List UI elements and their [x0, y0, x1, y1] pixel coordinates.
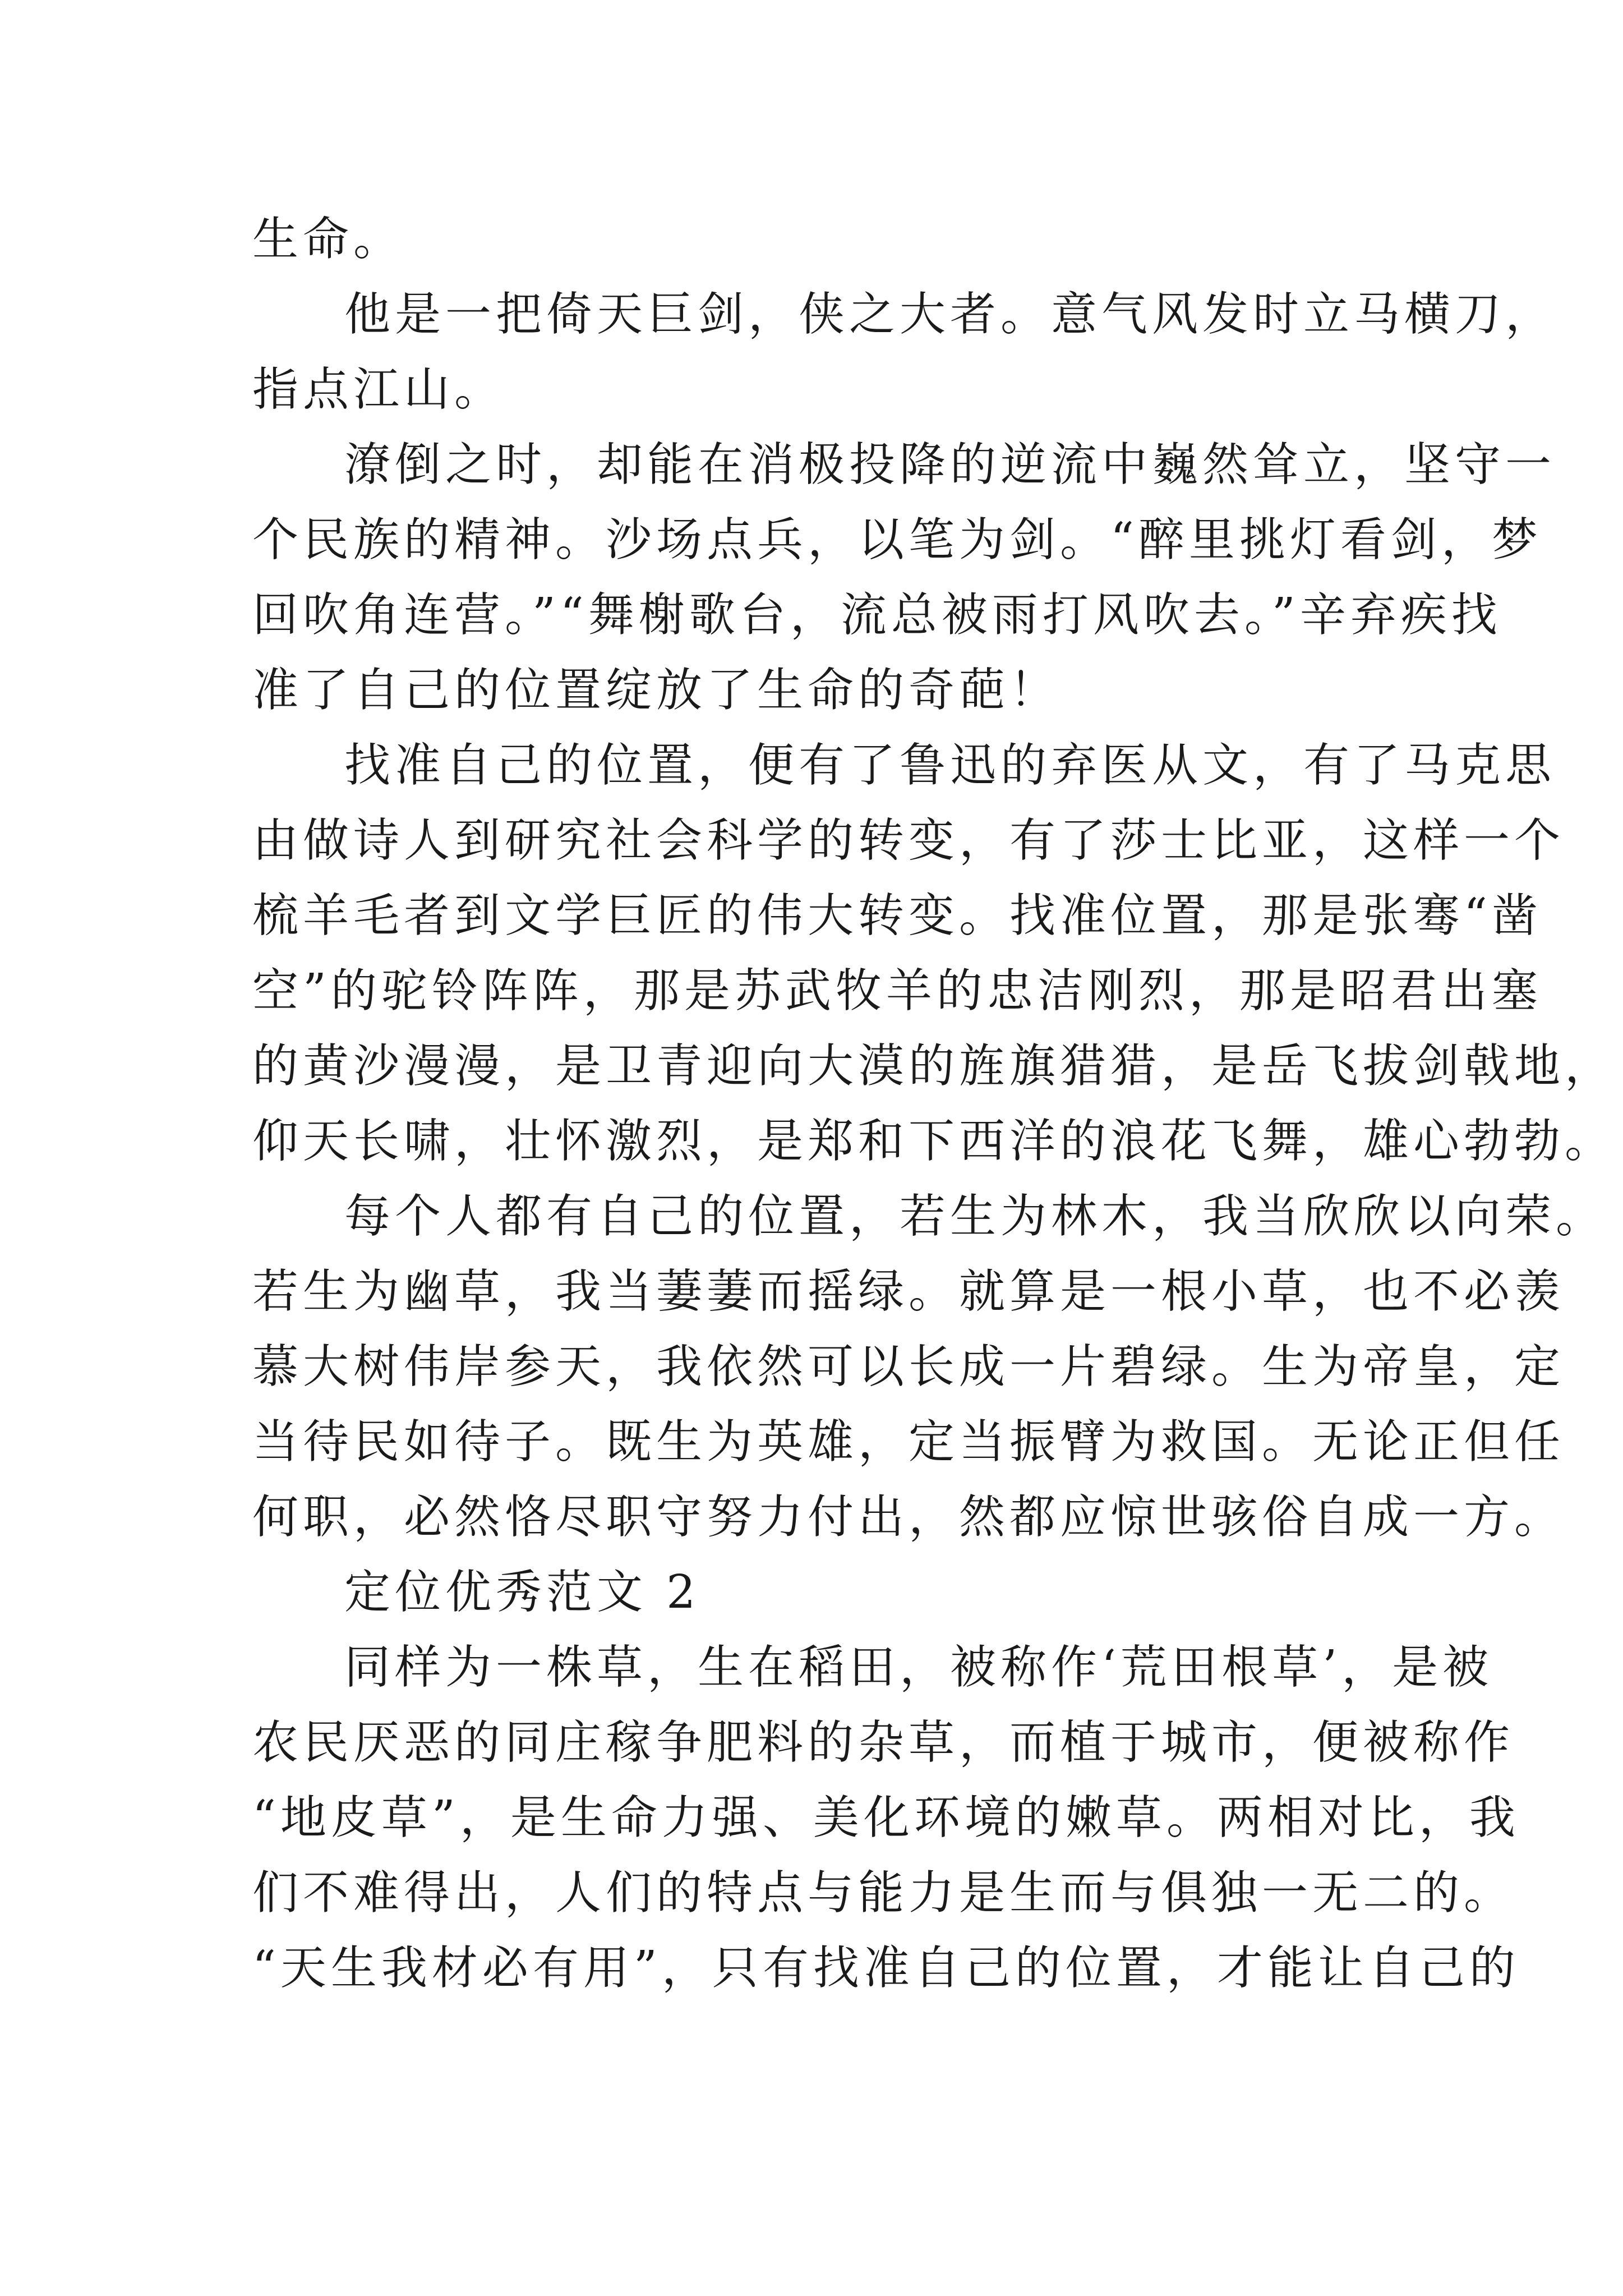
text-line: 同样为一株草，生在稻田，被称作‘荒田根草’，是被: [344, 1641, 1493, 1694]
text-line: “地皮草”，是生命力强、美化环境的嫩草。两相对比，我: [252, 1791, 1520, 1844]
text-line: 农民厌恶的同庄稼争肥料的杂草，而植于城市，便被称作: [252, 1716, 1515, 1769]
text-line: 他是一把倚天巨剑，侠之大者。意气风发时立马横刀，: [344, 288, 1556, 341]
text-line: 若生为幽草，我当萋萋而摇绿。就算是一根小草，也不必羡: [252, 1265, 1565, 1318]
text-line: 的黄沙漫漫，是卫青迎向大漠的旌旗猎猎，是岳飞拔剑戟地，: [252, 1039, 1616, 1093]
section-heading: 定位优秀范文 2: [344, 1566, 700, 1619]
text-line: 回吹角连营。”“舞榭歌台，流总被雨打风吹去。”辛弃疾找: [252, 588, 1502, 642]
document-body: [252, 202, 1616, 2006]
text-line: 当待民如待子。既生为英雄，定当振臂为救国。无论正但任: [252, 1415, 1565, 1469]
text-line: 指点江山。: [252, 363, 505, 416]
text-line: 何职，必然恪尽职守努力付出，然都应惊世骇俗自成一方。: [252, 1490, 1565, 1544]
text-line: 找准自己的位置，便有了鲁迅的弃医从文，有了马克思: [344, 739, 1556, 792]
text-line: 仰天长啸，壮怀激烈，是郑和下西洋的浪花飞舞，雄心勃勃。: [252, 1115, 1616, 1168]
text-line: 梳羊毛者到文学巨匠的伟大转变。找准位置，那是张骞“凿: [252, 889, 1542, 942]
text-line: “天生我材必有用”，只有找准自己的位置，才能让自己的: [252, 1941, 1520, 1995]
text-line: 们不难得出，人们的特点与能力是生而与俱独一无二的。: [252, 1866, 1515, 1920]
text-line: 慕大树伟岸参天，我依然可以长成一片碧绿。生为帝皇，定: [252, 1340, 1565, 1393]
text-line: 空”的驼铃阵阵，那是苏武牧羊的忠洁刚烈，那是昭君出塞: [252, 964, 1542, 1018]
text-line: 潦倒之时，却能在消极投降的逆流中巍然耸立，坚守一: [344, 438, 1556, 491]
text-line: 生命。: [252, 213, 404, 266]
text-line: 由做诗人到研究社会科学的转变，有了莎士比亚，这样一个: [252, 814, 1565, 867]
text-line: 每个人都有自己的位置，若生为林木，我当欣欣以向荣。: [344, 1190, 1607, 1243]
text-line: 个民族的精神。沙场点兵，以笔为剑。“醉里挑灯看剑，梦: [252, 513, 1542, 567]
text-line: 准了自己的位置绽放了生命的奇葩！: [252, 664, 1061, 717]
